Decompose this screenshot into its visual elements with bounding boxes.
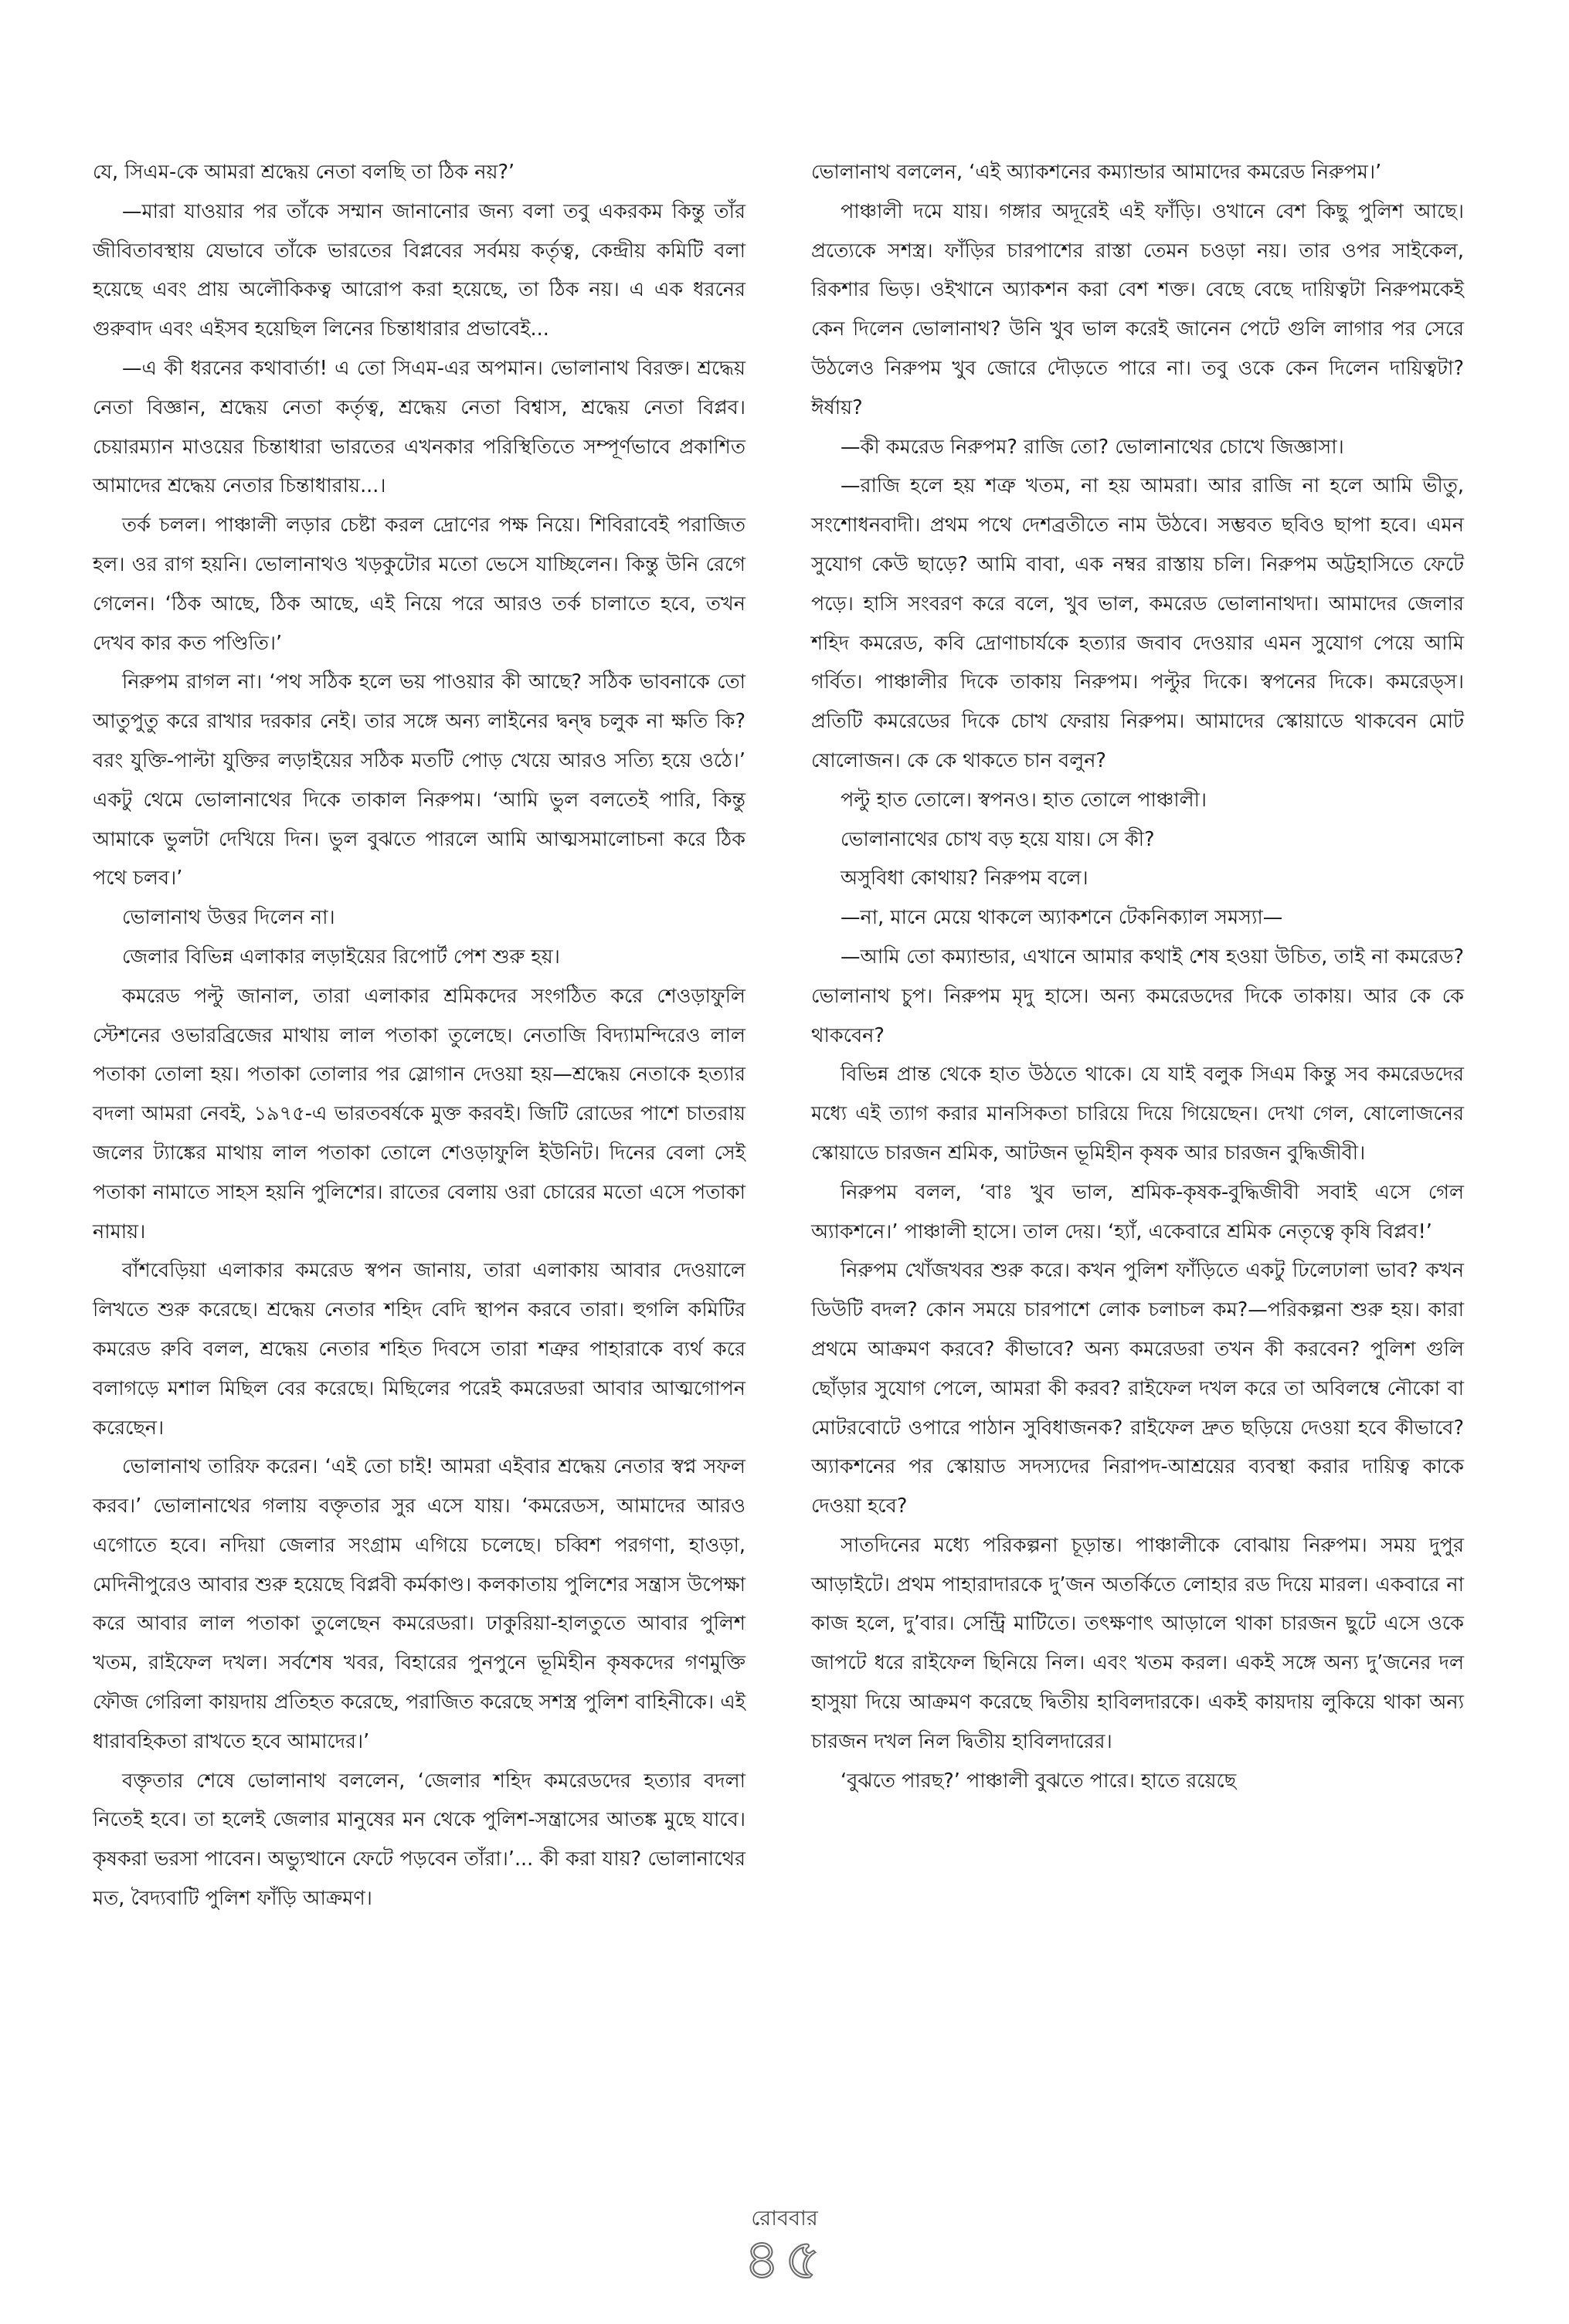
paragraph: সাতদিনের মধ্যে পরিকল্পনা চূড়ান্ত। পাঞ্চালীকে বোঝায় নিরুপম। সময় দুপুর আড়াইটে। প্রথম পাহারাদারকে দু’জন অতর্কিতে লোহার রড দিয়ে মারল। একবারে না কাজ হলে, দু’বার। সেন্ট্রি মাটিতে। তৎক্ষণাৎ আড়ালে থাকা চারজন ছুটে এসে ওকে জাপটে ধরে রাইফেল ছিনিয়ে নিল। এবং খতম করল। একই সঙ্গে অন্য দু’জনের দল হাসুয়া দিয়ে আক্রমণ করেছে দ্বিতীয় হাবিলদারকে। একই কায়দায় লুকিয়ে থাকা অন্য চারজন দখল নিল দ্বিতীয় হাবিলদারের। xyxy=(811,1533,1464,1753)
paragraph: পল্টু হাত তোলে। স্বপনও। হাত তোলে পাঞ্চালী। xyxy=(841,788,1207,812)
paragraph: অসুবিধা কোথায়? নিরুপম বলে। xyxy=(841,867,1088,891)
paragraph: পাঞ্চালী দমে যায়। গঙ্গার অদূরেই এই ফাঁড়ি। ওখানে বেশ কিছু পুলিশ আছে। প্রত্যেকে সশস্ত্র। ফাঁড়ির চারপাশের রাস্তা তেমন চওড়া নয়। তার ওপর সাইকেল, রিকশার ভিড়। ওইখানে অ্যাকশন করা বেশ শক্ত। বেছে বেছে দায়িত্বটা নিরুপমকেই কেন দিলেন ভোলানাথ? উনি খুব ভাল করেই জানেন পেটে গুলি লাগার পর সেরে উঠলেও নিরুপম খুব জোরে দৌড়তে পারে না। তবু ওকে কেন দিলেন দায়িত্বটা? ঈর্ষায়? xyxy=(811,199,1464,419)
paragraph: বক্তৃতার শেষে ভোলানাথ বললেন, ‘জেলার শহিদ কমরেডদের হত্যার বদলা নিতেই হবে। তা হলেই জেলার মানুষের মন থেকে পুলিশ-সন্ত্রাসের আতঙ্ক মুছে যাবে। কৃষকরা ভরসা পাবেন। অভ্যুত্থানে ফেটে পড়বেন তাঁরা।’... কী করা যায়? ভোলানাথের মত, বৈদ্যবাটি পুলিশ ফাঁড়ি আক্রমণ। xyxy=(93,1769,745,1911)
paragraph: ‘বুঝতে পারছ?’ পাঞ্চালী বুঝতে পারে। হাতে রয়েছে xyxy=(841,1769,1237,1793)
paragraph: ভোলানাথের চোখ বড় হয়ে যায়। সে কী? xyxy=(841,827,1155,851)
paragraph: —রাজি হলে হয় শত্রু খতম, না হয় আমরা। আর রাজি না হলে আমি ভীতু, সংশোধনবাদী। প্রথম পথে দেশব্রতীতে নাম উঠবে। সম্ভবত ছবিও ছাপা হবে। এমন সুযোগ কেউ ছাড়ে? আমি বাবা, এক নম্বর রাস্তায় চলি। নিরুপম অট্টহাসিতে ফেটে পড়ে। হাসি সংবরণ করে বলে, খুব ভাল, কমরেড ভোলানাথদা। আমাদের জেলার শহিদ কমরেড, কবি দ্রোণাচার্যকে হত্যার জবাব দেওয়ার এমন সুযোগ পেয়ে আমি গর্বিত। পাঞ্চালীর দিকে তাকায় নিরুপম। পল্টুর দিকে। স্বপনের দিকে। কমরেড্স। প্রতিটি কমরেডের দিকে চোখ ফেরায় নিরুপম। আমাদের স্কোয়াডে থাকবেন মোট ষোলোজন। কে কে থাকতে চান বলুন? xyxy=(811,474,1465,772)
magazine-name: রোববার xyxy=(751,2207,818,2231)
paragraph: কমরেড পল্টু জানাল, তারা এলাকার শ্রমিকদের সংগঠিত করে শেওড়াফুলি স্টেশনের ওভারব্রিজের মাথায় লাল পতাকা তুলেছে। নেতাজি বিদ্যামন্দিরেও লাল পতাকা তোলা হয়। পতাকা তোলার পর স্লোগান দেওয়া হয়—শ্রদ্ধেয় নেতাকে হত্যার বদলা আমরা নেবই, ১৯৭৫-এ ভারতবর্ষকে মুক্ত করবই। জিটি রোডের পাশে চাতরায় জলের ট্যাঙ্কের মাথায় লাল পতাকা তোলে শেওড়াফুলি ইউনিট। দিনের বেলা সেই পতাকা নামাতে সাহস হয়নি পুলিশের। রাতের বেলায় ওরা চোরের মতো এসে পতাকা নামায়। xyxy=(93,984,745,1243)
paragraph: ভোলানাথ বললেন, ‘এই অ্যাকশনের কম্যান্ডার আমাদের কমরেড নিরুপম।’ xyxy=(811,161,1382,184)
paragraph: ভোলানাথ তারিফ করেন। ‘এই তো চাই! আমরা এইবার শ্রদ্ধেয় নেতার স্বপ্ন সফল করব।’ ভোলানাথের গলায় বক্তৃতার সুর এসে যায়। ‘কমরেডস, আমাদের আরও এগোতে হবে। নদিয়া জেলার সংগ্রাম এগিয়ে চলেছে। চব্বিশ পরগণা, হাওড়া, মেদিনীপুরেও আবার শুরু হয়েছে বিপ্লবী কর্মকাণ্ড। কলকাতায় পুলিশের সন্ত্রাস উপেক্ষা করে আবার লাল পতাকা তুলেছেন কমরেডরা। ঢাকুরিয়া-হালতুতে আবার পুলিশ খতম, রাইফেল দখল। সর্বশেষ খবর, বিহারের পুনপুনে ভূমিহীন কৃষকদের গণমুক্তি ফৌজ গেরিলা কায়দায় প্রতিহত করেছে, পরাজিত করেছে সশস্ত্র পুলিশ বাহিনীকে। এই ধারাবহিকতা রাখতে হবে আমাদের।’ xyxy=(93,1455,745,1753)
left-text-column xyxy=(93,153,745,1919)
paragraph: ভোলানাথ উত্তর দিলেন না। xyxy=(122,906,335,930)
paragraph: বাঁশবেড়িয়া এলাকার কমরেড স্বপন জানায়, তারা এলাকায় আবার দেওয়ালে লিখতে শুরু করেছে। শ্রদ্ধেয় নেতার শহিদ বেদি স্থাপন করবে তারা। হুগলি কমিটির কমরেড রুবি বলল, শ্রদ্ধেয় নেতার শহিত দিবসে তারা শত্রুর পাহারাকে ব্যর্থ করে বলাগড়ে মশাল মিছিল বের করেছে। মিছিলের পরেই কমরেডরা আবার আত্মগোপন করেছেন। xyxy=(93,1259,745,1440)
paragraph: বিভিন্ন প্রান্ত থেকে হাত উঠতে থাকে। যে যাই বলুক সিএম কিন্তু সব কমরেডদের মধ্যে এই ত্যাগ করার মানসিকতা চারিয়ে দিয়ে গিয়েছেন। দেখা গেল, ষোলোজনের স্কোয়াডে চারজন শ্রমিক, আটজন ভূমিহীন কৃষক আর চারজন বুদ্ধিজীবী। xyxy=(811,1063,1464,1165)
paragraph: নিরুপম খোঁজখবর শুরু করে। কখন পুলিশ ফাঁড়িতে একটু ঢিলেঢালা ভাব? কখন ডিউটি বদল? কোন সময়ে চারপাশে লোক চলাচল কম?—পরিকল্পনা শুরু হয়। কারা প্রথমে আক্রমণ করবে? কীভাবে? অন্য কমরেডরা তখন কী করবেন? পুলিশ গুলি ছোঁড়ার সুযোগ পেলে, আমরা কী করব? রাইফেল দখল করে তা অবিলম্বে নৌকো বা মোটরবোটে ওপারে পাঠান সুবিধাজনক? রাইফেল দ্রুত ছড়িয়ে দেওয়া হবে কীভাবে? অ্যাকশনের পর স্কোয়াড সদস্যদের নিরাপদ-আশ্রয়ের ব্যবস্থা করার দায়িত্ব কাকে দেওয়া হবে? xyxy=(811,1259,1464,1518)
paragraph: —না, মানে মেয়ে থাকলে অ্যাকশনে টেকনিক্যাল সমস্যা— xyxy=(841,906,1283,930)
paragraph: —আমি তো কম্যান্ডার, এখানে আমার কথাই শেষ হওয়া উচিত, তাই না কমরেড? ভোলানাথ চুপ। নিরুপম মৃদু হাসে। অন্য কমরেডদের দিকে তাকায়। আর কে কে থাকবেন? xyxy=(811,945,1464,1047)
paragraph: নিরুপম রাগল না। ‘পথ সঠিক হলে ভয় পাওয়ার কী আছে? সঠিক ভাবনাকে তো আতুপুতু করে রাখার দরকার নেই। তার সঙ্গে অন্য লাইনের দ্বন্দ্ব চলুক না ক্ষতি কি? বরং যুক্তি-পাল্টা যুক্তির লড়াইয়ের সঠিক মতটি পোড় খেয়ে আরও সত্যি হয়ে ওঠে।’ একটু থেমে ভোলানাথের দিকে তাকাল নিরুপম। ‘আমি ভুল বলতেই পারি, কিন্তু আমাকে ভুলটা দেখিয়ে দিন। ভুল বুঝতে পারলে আমি আত্মসমালোচনা করে ঠিক পথে চলব।’ xyxy=(93,670,745,891)
paragraph: —কী কমরেড নিরুপম? রাজি তো? ভোলানাথের চোখে জিজ্ঞাসা। xyxy=(841,435,1344,459)
paragraph: তর্ক চলল। পাঞ্চালী লড়ার চেষ্টা করল দ্রোণের পক্ষ নিয়ে। শিবিরাবেই পরাজিত হল। ওর রাগ হয়নি। ভোলানাথও খড়কুটোর মতো ভেসে যাচ্ছিলেন। কিন্তু উনি রেগে গেলেন। ‘ঠিক আছে, ঠিক আছে, এই নিয়ে পরে আরও তর্ক চালাতে হবে, তখন দেখব কার কত পণ্ডিতি।’ xyxy=(93,514,745,655)
paragraph: —মারা যাওয়ার পর তাঁকে সম্মান জানানোর জন্য বলা তবু একরকম কিন্তু তাঁর জীবিতাবস্থায় যেভাবে তাঁকে ভারতের বিপ্লবের সর্বময় কর্তৃত্ব, কেন্দ্রীয় কমিটি বলা হয়েছে এবং প্রায় অলৌকিকত্ব আরোপ করা হয়েছে, তা ঠিক নয়। এ এক ধরনের গুরুবাদ এবং এইসব হয়েছিল লিনের চিন্তাধারার প্রভাবেই... xyxy=(93,199,745,341)
paragraph: —এ কী ধরনের কথাবার্তা! এ তো সিএম-এর অপমান। ভোলানাথ বিরক্ত। শ্রদ্ধেয় নেতা বিজ্ঞান, শ্রদ্ধেয় নেতা কর্তৃত্ব, শ্রদ্ধেয় নেতা বিশ্বাস, শ্রদ্ধেয় নেতা বিপ্লব। চেয়ারম্যান মাওয়ের চিন্তাধারা ভারতের এখনকার পরিস্থিতিতে সম্পূর্ণভাবে প্রকাশিত আমাদের শ্রদ্ধেয় নেতার চিন্তাধারায়...। xyxy=(93,356,745,498)
paragraph: জেলার বিভিন্ন এলাকার লড়াইয়ের রিপোর্ট পেশ শুরু হয়। xyxy=(122,945,560,969)
right-text-column xyxy=(811,153,1464,1800)
paragraph: যে, সিএম-কে আমরা শ্রদ্ধেয় নেতা বলছি তা ঠিক নয়?’ xyxy=(93,161,515,184)
paragraph: নিরুপম বলল, ‘বাঃ খুব ভাল, শ্রমিক-কৃষক-বুদ্ধিজীবী সবাই এসে গেল অ্যাকশনে।’ পাঞ্চালী হাসে। তাল দেয়। ‘হ্যাঁ, একেবারে শ্রমিক নেতৃত্বে কৃষি বিপ্লব!’ xyxy=(811,1180,1464,1243)
page-number: ৪৫ xyxy=(743,2227,826,2292)
